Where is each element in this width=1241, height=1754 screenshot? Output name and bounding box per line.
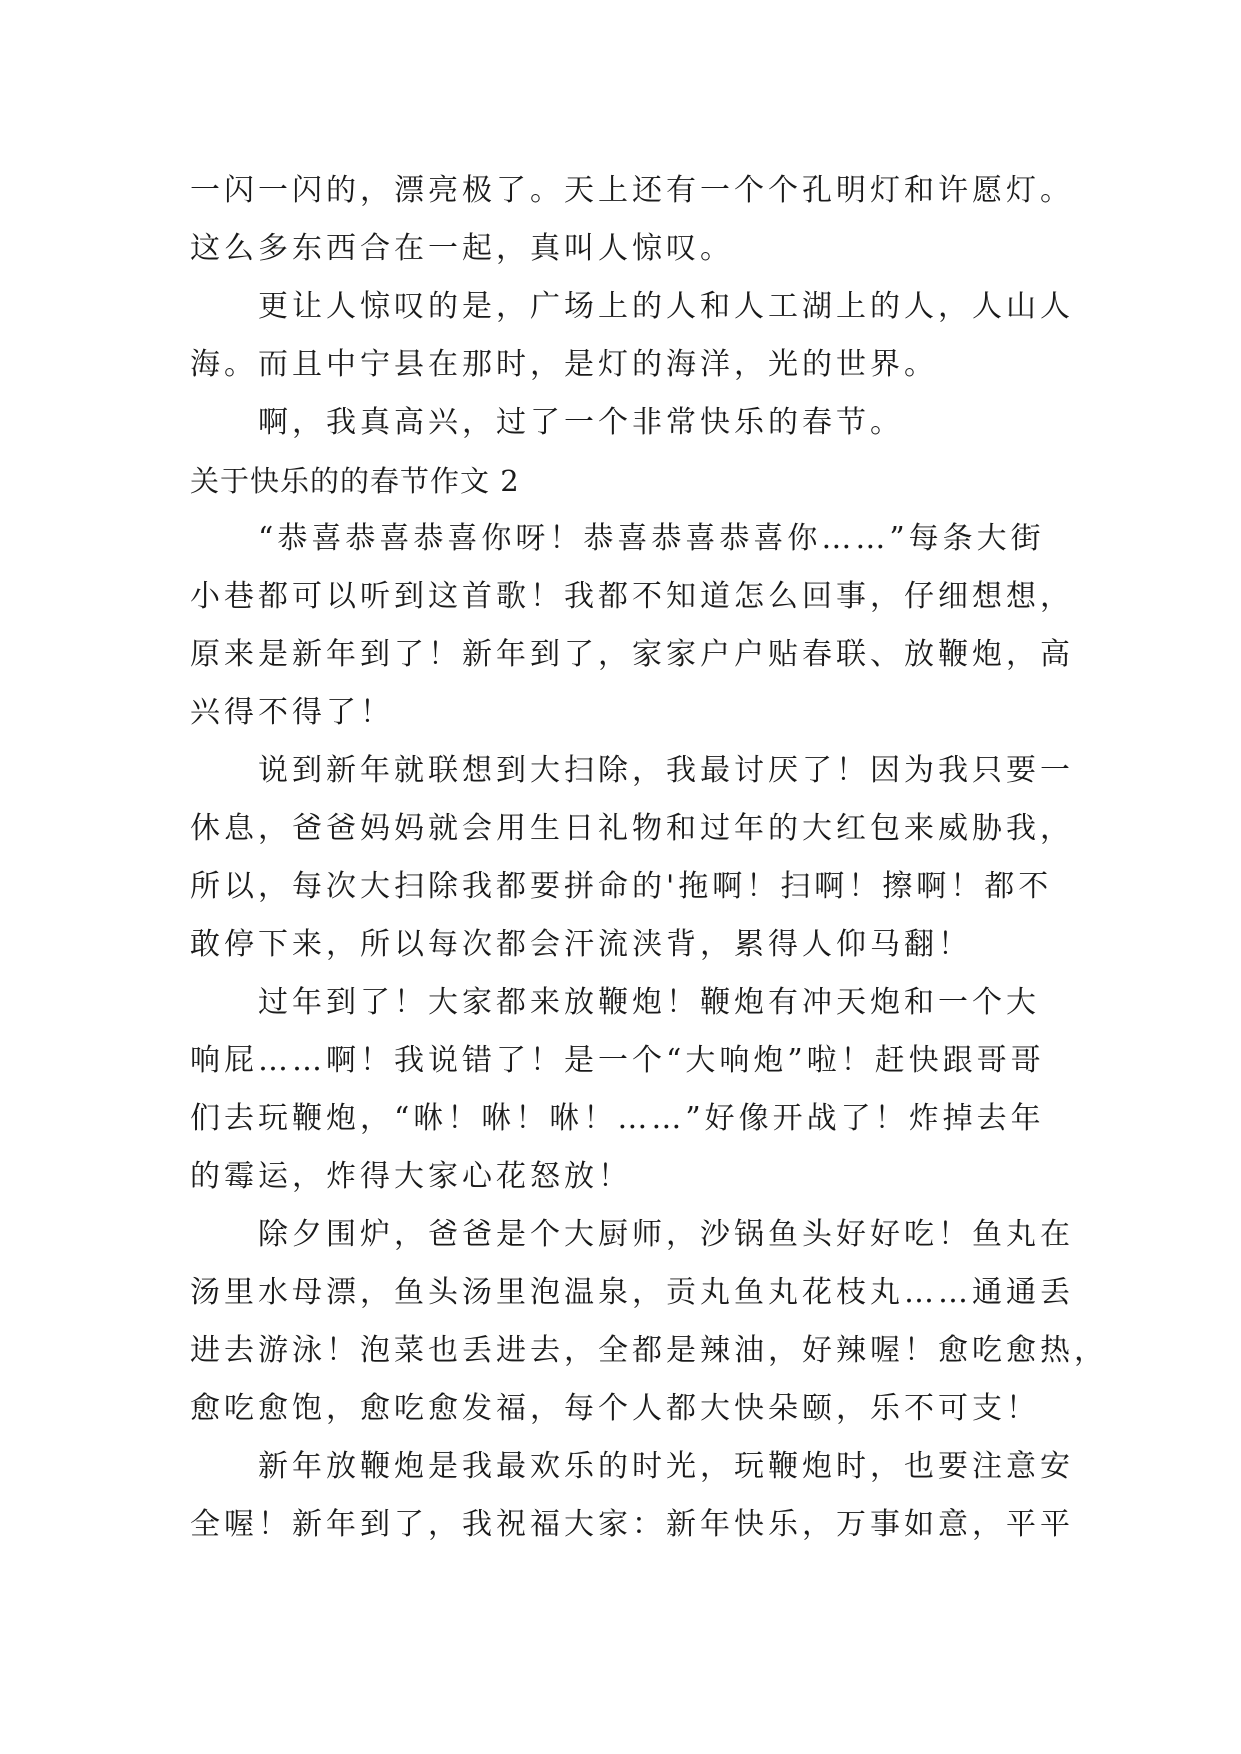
text-line: 说到新年就联想到大扫除，我最讨厌了！因为我只要一: [190, 753, 1074, 788]
text-line: 响屁……啊！我说错了！是一个“大响炮”啦！赶快跟哥哥: [190, 1043, 1045, 1078]
text-line: 的霉运，炸得大家心花怒放！: [190, 1159, 632, 1194]
text-line: 更让人惊叹的是，广场上的人和人工湖上的人，人山人: [190, 289, 1074, 324]
text-line: 们去玩鞭炮，“咻！咻！咻！……”好像开战了！炸掉去年: [190, 1101, 1045, 1136]
section-title: 关于快乐的的春节作文 2: [190, 464, 520, 498]
text-line: 啊，我真高兴，过了一个非常快乐的春节。: [190, 405, 904, 440]
document-body: [190, 162, 1108, 1554]
text-line: 一闪一闪的，漂亮极了。天上还有一个个孔明灯和许愿灯。: [190, 173, 1074, 208]
text-line: 全喔！新年到了，我祝福大家：新年快乐，万事如意，平平: [190, 1507, 1074, 1542]
text-line: 原来是新年到了！新年到了，家家户户贴春联、放鞭炮，高: [190, 637, 1074, 672]
text-line: 除夕围炉，爸爸是个大厨师，沙锅鱼头好好吃！鱼丸在: [190, 1217, 1074, 1252]
text-line: 兴得不得了！: [190, 695, 394, 730]
text-line: 汤里水母漂，鱼头汤里泡温泉，贡丸鱼丸花枝丸……通通丢: [190, 1275, 1074, 1310]
text-line: “恭喜恭喜恭喜你呀！恭喜恭喜恭喜你……”每条大街: [190, 521, 1045, 556]
text-line: 进去游泳！泡菜也丢进去，全都是辣油，好辣喔！愈吃愈热，: [190, 1333, 1108, 1368]
text-line: 过年到了！大家都来放鞭炮！鞭炮有冲天炮和一个大: [190, 985, 1040, 1020]
text-line: 海。而且中宁县在那时，是灯的海洋，光的世界。: [190, 347, 938, 382]
text-line: 所以，每次大扫除我都要拼命的'拖啊！扫啊！擦啊！都不: [190, 869, 1053, 904]
text-line: 愈吃愈饱，愈吃愈发福，每个人都大快朵颐，乐不可支！: [190, 1391, 1040, 1426]
text-line: 新年放鞭炮是我最欢乐的时光，玩鞭炮时，也要注意安: [190, 1449, 1074, 1484]
text-line: 休息，爸爸妈妈就会用生日礼物和过年的大红包来威胁我，: [190, 811, 1074, 846]
text-line: 这么多东西合在一起，真叫人惊叹。: [190, 231, 734, 266]
text-line: 小巷都可以听到这首歌！我都不知道怎么回事，仔细想想，: [190, 579, 1074, 614]
text-line: 敢停下来，所以每次都会汗流浃背，累得人仰马翻！: [190, 927, 972, 962]
